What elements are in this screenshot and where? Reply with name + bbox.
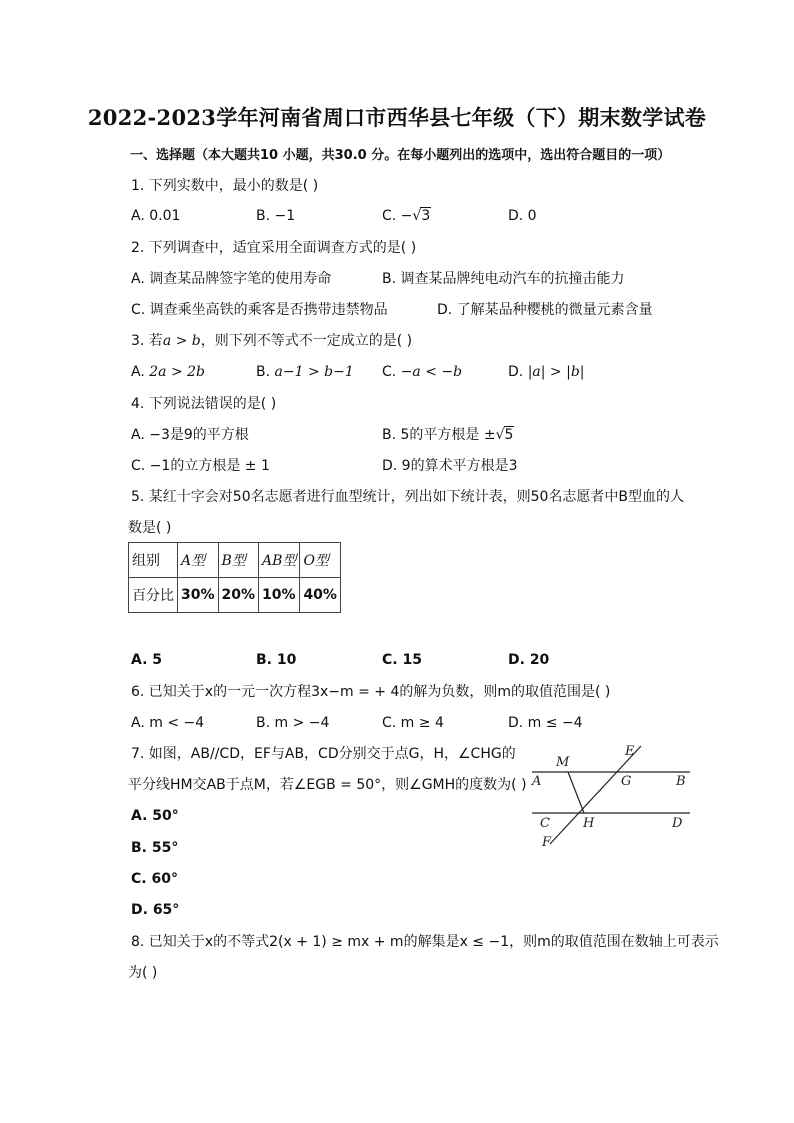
q6-option-a: A. m < −4 (131, 715, 205, 731)
table-cell: O型 (300, 543, 341, 578)
q1-option-a: A. 0.01 (131, 208, 181, 224)
question-6-stem: 6. 已知关于x的一元一次方程3x−m = + 4的解为负数，则m的取值范围是( ) (131, 684, 611, 700)
q7-option-c: C. 60° (131, 871, 178, 887)
q3-option-d-label: D. (508, 364, 528, 380)
q3-option-a-label: A. (131, 364, 150, 380)
q5-option-b: B. 10 (256, 652, 297, 668)
q3-stem-math: a > b (162, 333, 201, 349)
question-8-stem-line1: 8. 已知关于x的不等式2(x + 1) ≥ mx + m的解集是x ≤ −1，则m的取值范围在数轴上可表示 (131, 934, 719, 950)
question-1-stem: 1. 下列实数中，最小的数是( ) (131, 178, 319, 194)
table-cell: 组别 (129, 543, 178, 578)
blood-type-table (128, 542, 341, 613)
q3-option-d-math: |a| > |b| (527, 364, 585, 380)
question-7-stem-line2: 平分线HM交AB于点M，若∠EGB = 50°，则∠GMH的度数为( ) (128, 777, 527, 793)
q1-option-b: B. −1 (256, 208, 296, 224)
q4-option-b-radicand: 5 (504, 427, 514, 443)
label-h: H (583, 816, 595, 831)
table-cell: 10% (259, 578, 300, 613)
line-hm (568, 772, 584, 813)
q4-option-c: C. −1的立方根是 ± 1 (131, 458, 270, 474)
q5-option-a: A. 5 (131, 652, 163, 668)
section-heading: 一、选择题（本大题共10 小题，共30.0 分。在每小题列出的选项中，选出符合题目的一项） (130, 148, 671, 163)
table-cell: 20% (218, 578, 259, 613)
table-cell: AB型 (259, 543, 300, 578)
q6-option-d: D. m ≤ −4 (508, 715, 583, 731)
q3-option-c-label: C. (382, 364, 401, 380)
label-a: A (532, 774, 542, 789)
q1-option-c: C. −√3 (382, 208, 431, 224)
parallel-lines-figure (524, 740, 694, 855)
table-header-row (129, 543, 341, 578)
q6-option-c: C. m ≥ 4 (382, 715, 444, 731)
q2-option-b: B. 调查某品牌纯电动汽车的抗撞击能力 (382, 271, 625, 287)
q4-option-b-text: B. 5的平方根是 ± (382, 427, 496, 443)
question-8-stem-line2: 为( ) (128, 965, 158, 981)
q3-option-d (508, 362, 585, 382)
q3-option-b-math: a−1 > b−1 (274, 364, 354, 380)
q2-option-d: D. 了解某品种樱桃的微量元素含量 (437, 302, 653, 318)
label-b: B (676, 774, 686, 789)
label-c: C (540, 816, 550, 831)
question-3-stem (131, 331, 412, 351)
q6-option-b: B. m > −4 (256, 715, 330, 731)
q4-option-d: D. 9的算术平方根是3 (382, 458, 518, 474)
label-g: G (621, 774, 632, 789)
table-cell: A型 (178, 543, 219, 578)
table-cell: 30% (178, 578, 219, 613)
table-cell: 40% (300, 578, 341, 613)
q5-option-c: C. 15 (382, 652, 422, 668)
question-5-stem-line1: 5. 某红十字会对50名志愿者进行血型统计，列出如下统计表，则50名志愿者中B型血的人 (131, 489, 685, 505)
q3-option-c-math: −a < −b (400, 364, 463, 380)
q2-option-c: C. 调查乘坐高铁的乘客是否携带违禁物品 (131, 302, 388, 318)
question-4-stem: 4. 下列说法错误的是( ) (131, 396, 277, 412)
question-5-stem-line2: 数是( ) (128, 520, 172, 536)
q3-option-c (382, 362, 462, 382)
q5-option-d: D. 20 (508, 652, 550, 668)
table-cell: 百分比 (129, 578, 178, 613)
q3-option-a (131, 362, 205, 382)
label-e: E (625, 744, 635, 759)
q1-option-d: D. 0 (508, 208, 537, 224)
table-cell: B型 (218, 543, 259, 578)
q3-option-b (256, 362, 354, 382)
question-7-stem-line1: 7. 如图，AB//CD，EF与AB，CD分别交于点G，H，∠CHG的 (131, 746, 516, 762)
q3-stem-end: ，则下列不等式不一定成立的是( ) (200, 333, 413, 349)
q3-stem-start: 3. 若 (131, 333, 163, 349)
q3-option-a-math: 2a > 2b (149, 364, 205, 380)
q2-option-a: A. 调查某品牌签字笔的使用寿命 (131, 271, 332, 287)
table-row (129, 578, 341, 613)
page-title: 2022-2023学年河南省周口市西华县七年级（下）期末数学试卷 (87, 105, 707, 130)
q7-option-b: B. 55° (131, 840, 179, 856)
label-m: M (556, 755, 570, 770)
q7-option-a: A. 50° (131, 808, 179, 824)
label-d: D (672, 816, 683, 831)
q4-option-b: B. 5的平方根是 ±√5 (382, 427, 514, 443)
q3-option-b-label: B. (256, 364, 275, 380)
q1-option-c-text: C. − (382, 208, 413, 224)
q7-option-d: D. 65° (131, 902, 180, 918)
label-f: F (542, 835, 552, 850)
q1-option-c-radicand: 3 (421, 208, 431, 224)
q4-option-a: A. −3是9的平方根 (131, 427, 249, 443)
question-2-stem: 2. 下列调查中，适宜采用全面调查方式的是( ) (131, 240, 417, 256)
